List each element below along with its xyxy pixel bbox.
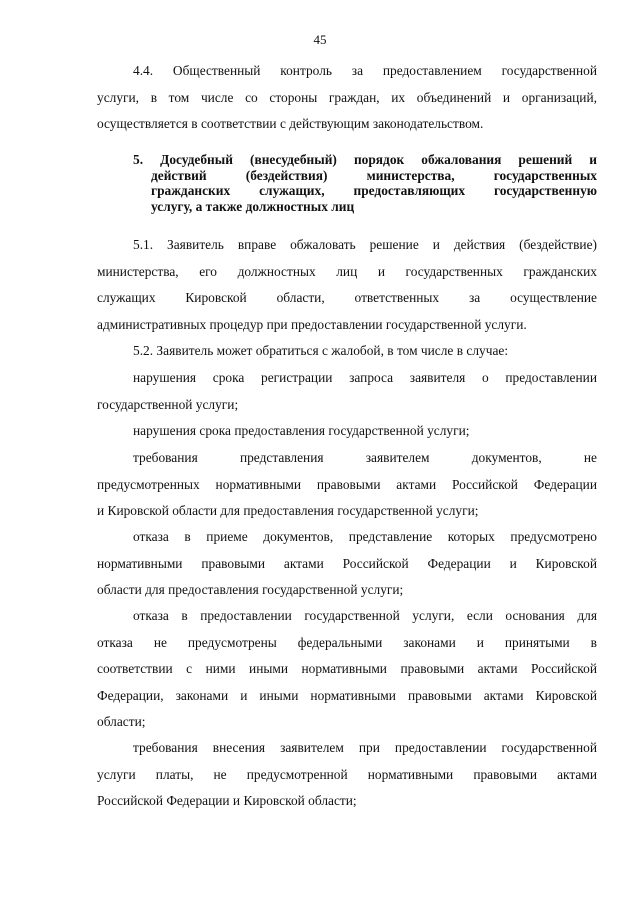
paragraph-line: нарушения срока регистрации запроса заявителя о предоставлении [133, 370, 597, 385]
paragraph-line: и Кировской области для предоставления государственной услуги; [97, 503, 479, 518]
paragraph-line: нормативными правовыми актами Российской Федерации и Кировской [97, 555, 597, 571]
paragraph-5-1 [97, 232, 597, 338]
paragraph-4-4 [97, 58, 597, 138]
page-number: 45 [313, 32, 327, 47]
paragraph-line: Российской Федерации и Кировской области; [97, 793, 357, 808]
list-item-3 [97, 445, 597, 525]
list-item-2 [97, 418, 597, 445]
paragraph-line: осуществляется в соответствии с действующим законодательством. [97, 116, 484, 131]
paragraph-line: отказа не предусмотрены федеральными законами и принятыми в [97, 634, 597, 650]
list-item-1 [97, 365, 597, 418]
section-5-heading [133, 152, 597, 214]
paragraph-line: административных процедур при предоставлении государственной услуги. [97, 316, 527, 332]
paragraph-line: 5.1. Заявитель вправе обжаловать решение и действия (бездействие) [133, 237, 597, 252]
list-item-5 [97, 603, 597, 736]
paragraph-line: области для предоставления государственной услуги; [97, 582, 404, 597]
paragraph-line: Федерации, законами и иными нормативными правовыми актами Кировской [97, 687, 597, 703]
paragraph-line: министерства, его должностных лиц и государственных гражданских [97, 263, 597, 279]
paragraph-line: предусмотренных нормативными правовыми актами Российской Федерации [97, 476, 597, 492]
heading-line: услугу, а также должностных лиц [151, 198, 355, 214]
heading-line: действий (бездействия) министерства, государственных [151, 167, 597, 183]
heading-line: гражданских служащих, предоставляющих государственную [151, 183, 597, 198]
paragraph-line: требования внесения заявителем при предоставлении государственной [133, 740, 597, 755]
paragraph-line: нарушения срока предоставления государственной услуги; [133, 423, 470, 438]
paragraph-line: услуги платы, не предусмотренной нормативными правовыми актами [97, 766, 597, 782]
list-item-4 [97, 524, 597, 604]
paragraph-line: служащих Кировской области, ответственных за осуществление [97, 290, 597, 305]
heading-line: 5. Досудебный (внесудебный) порядок обжалования решений и [133, 152, 597, 167]
paragraph-line: государственной услуги; [97, 396, 239, 412]
paragraph-line: соответствии с ними иными нормативными правовыми актами Российской [97, 661, 597, 676]
paragraph-line: требования представления заявителем документов, не [133, 450, 597, 465]
paragraph-line: 4.4. Общественный контроль за предоставлением государственной [133, 63, 597, 78]
paragraph-line: отказа в приеме документов, представление которых предусмотрено [133, 529, 597, 544]
paragraph-line: отказа в предоставлении государственной услуги, если основания для [133, 608, 597, 623]
paragraph-line: 5.2. Заявитель может обратиться с жалобой, в том числе в случае: [133, 343, 509, 358]
paragraph-line: услуги, в том числе со стороны граждан, их объединений и организаций, [97, 89, 597, 105]
list-item-6 [97, 735, 597, 815]
paragraph-line: области; [97, 714, 146, 729]
paragraph-5-2 [97, 338, 597, 365]
